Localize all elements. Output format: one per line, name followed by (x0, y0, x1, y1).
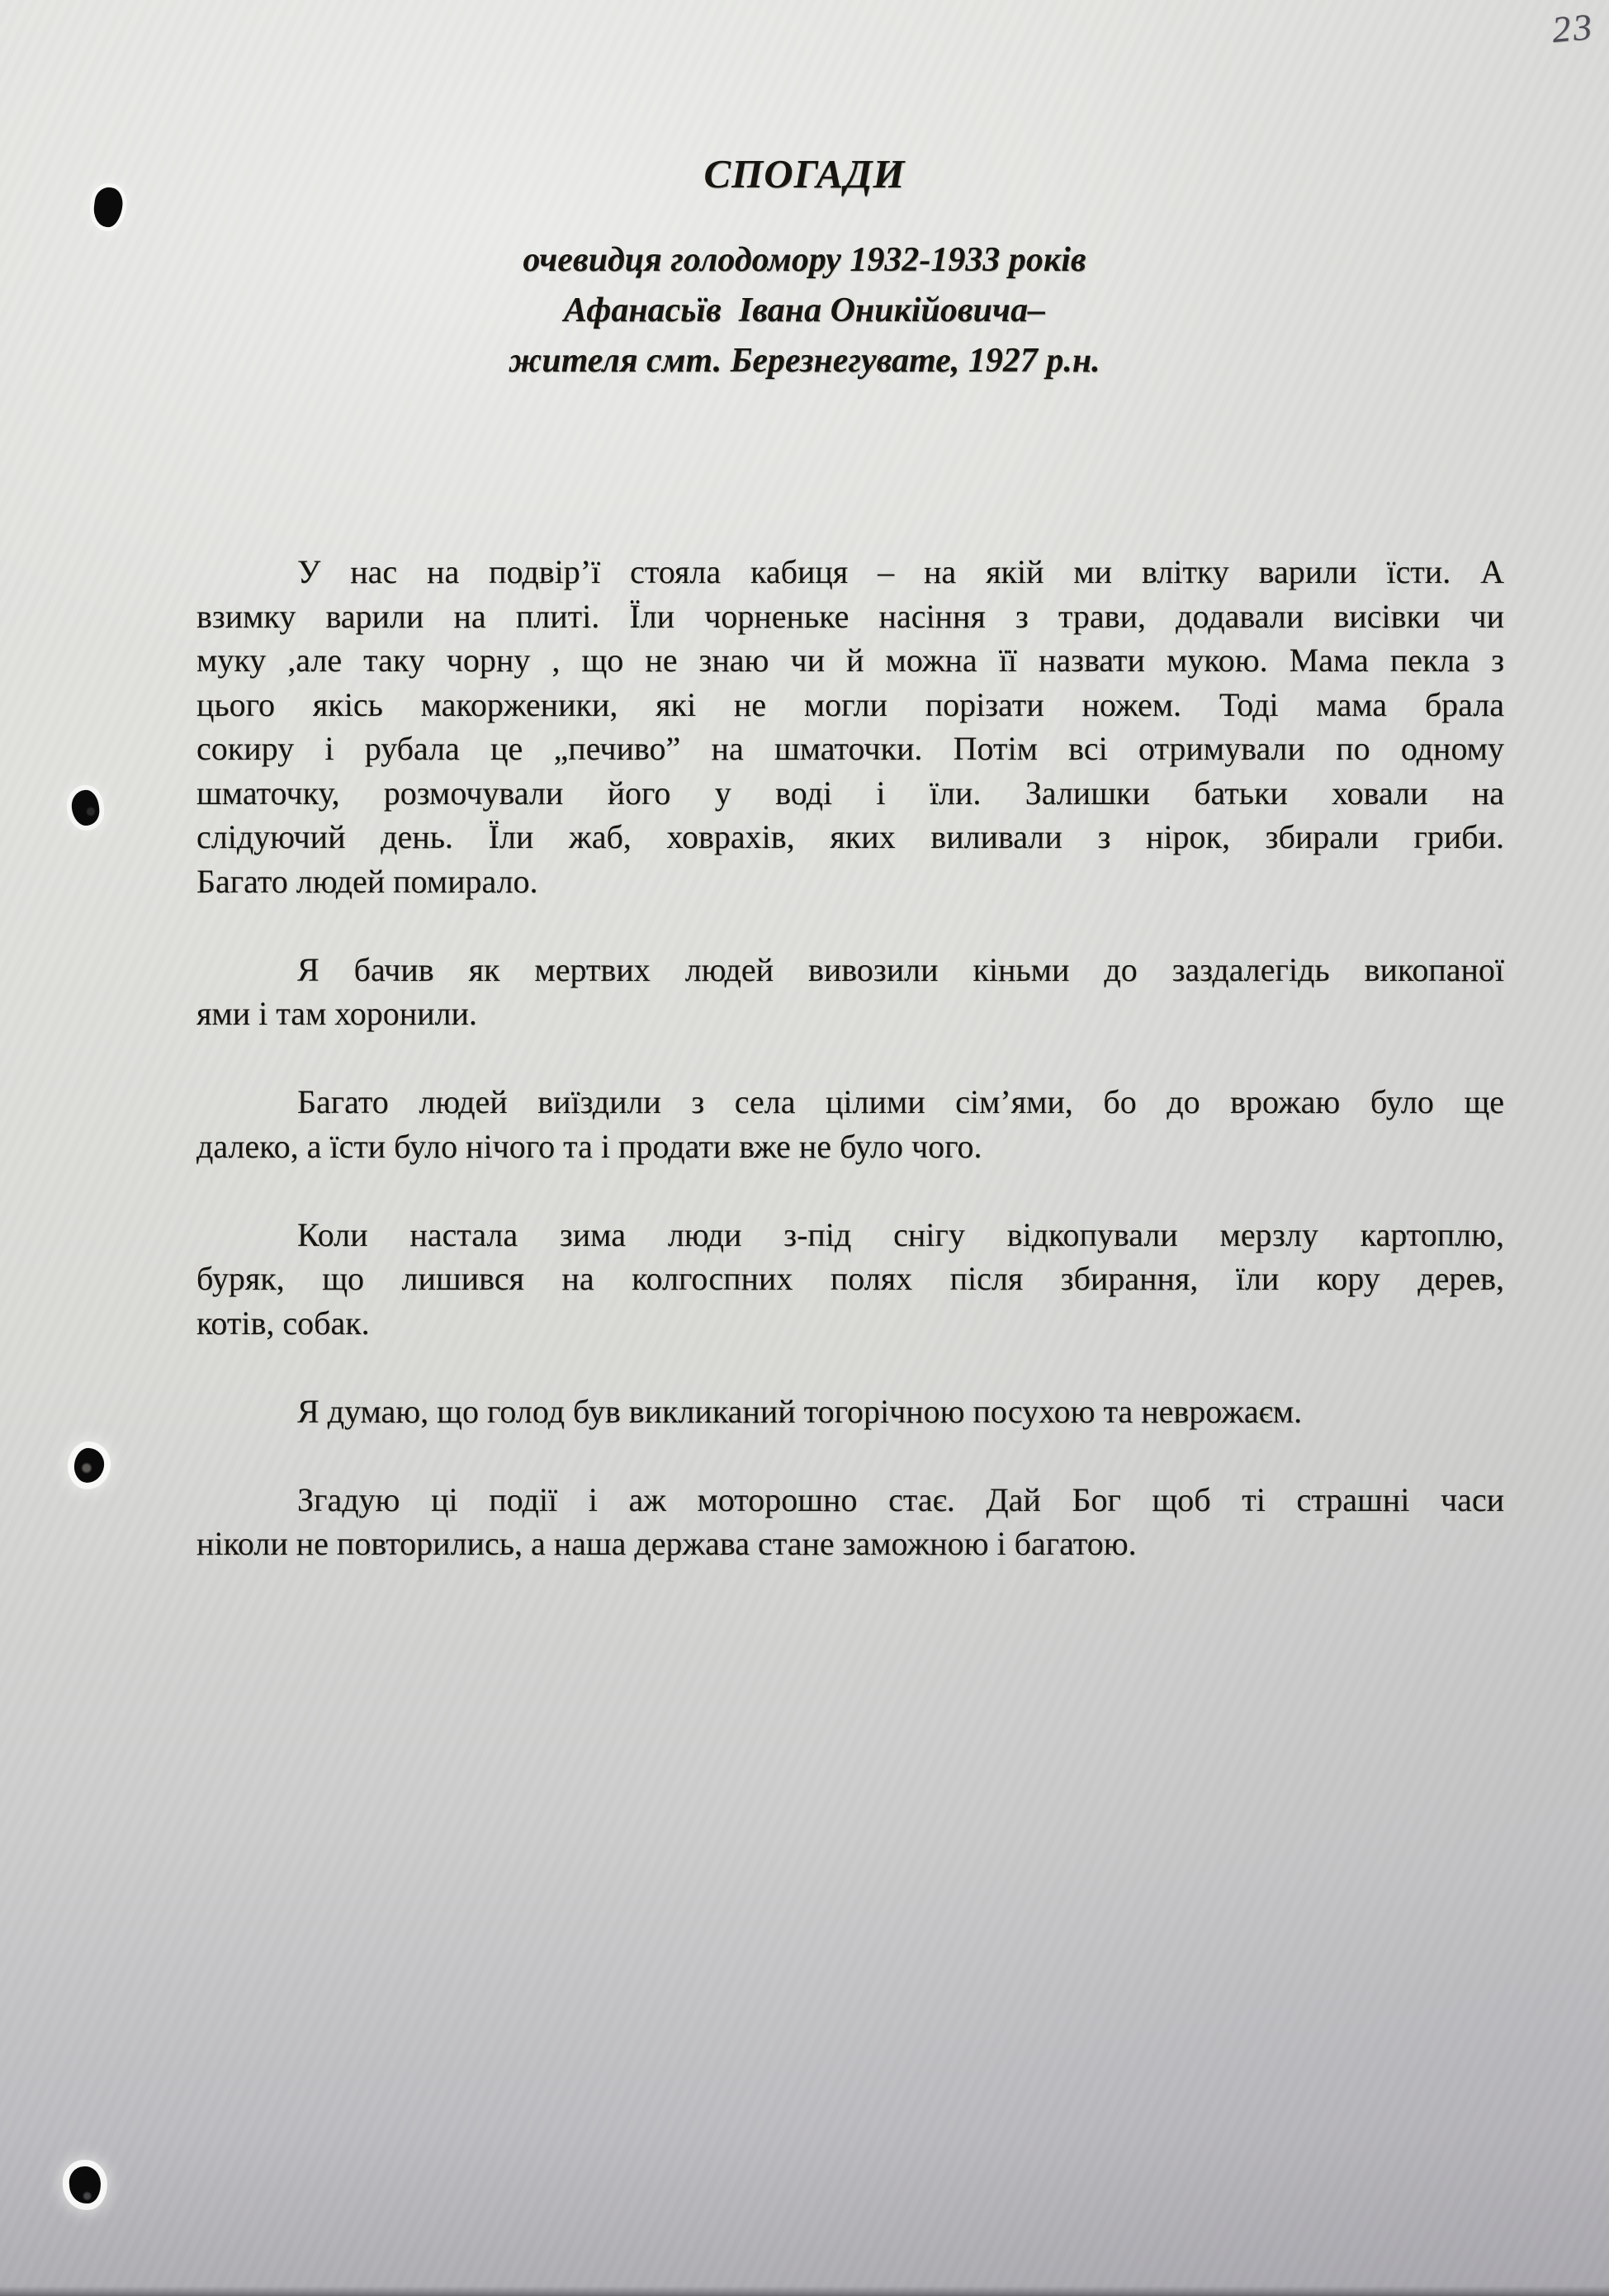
text-line: Багато людей виїздили з села цілими сім’ями, бо до врожаю було ще (297, 1083, 1504, 1120)
text-line: цього якісь макорженики, які не могли порізати ножем. Тоді мама брала (196, 685, 1504, 723)
text-line: буряк, що лишився на колгоспних полях після збирання, їли кору дерев, (196, 1260, 1504, 1297)
hole-punch-mark-4 (69, 2166, 102, 2204)
text-line: ями і там хоронили. (196, 995, 477, 1032)
text-line: Я бачив як мертвих людей вивозили кіньми до заздалегідь викопаної (297, 950, 1504, 988)
text-line: сокиру і рубала це „печиво” на шматочки. Потім всі отримували по одному (196, 730, 1504, 767)
paragraph (196, 1080, 1504, 1168)
text-line: Багато людей помирало. (196, 862, 538, 900)
hole-punch-mark-3 (73, 1447, 106, 1484)
subtitle-line: очевидця голодомору 1932-1933 років (523, 241, 1086, 279)
hole-punch-mark-2 (70, 788, 101, 826)
text-line: шматочку, розмочували його у воді і їли. Залишки батьки ховали на (196, 774, 1504, 812)
subtitle-line: жителя смт. Березнегувате, 1927 р.н. (509, 342, 1100, 380)
paragraph (196, 1389, 1504, 1434)
text-line: Згадую ці події і аж моторошно стає. Дай Бог щоб ті страшні часи (297, 1480, 1504, 1518)
document-header (0, 0, 1609, 386)
text-line: Я думаю, що голод був викликаний тогорічною посухою та неврожаєм. (297, 1392, 1303, 1430)
paragraph (196, 1478, 1504, 1566)
document-subtitle (0, 235, 1609, 386)
memoir-text (196, 550, 1504, 1566)
subtitle-line: Афанасьїв Івана Оникійовича– (563, 291, 1046, 329)
text-line: котів, собак. (196, 1304, 370, 1342)
text-line: муку ,але таку чорну , що не знаю чи й можна її назвати мукою. Мама пекла з (196, 641, 1504, 679)
paragraph (196, 1213, 1504, 1346)
text-line: слідуючий день. Їли жаб, ховрахів, яких виливали з нірок, збирали гриби. (196, 818, 1504, 855)
text-line: далеко, а їсти було нічого та і продати вже не було чого. (196, 1127, 982, 1165)
text-line: ніколи не повторились, а наша держава стане заможною і багатою. (196, 1525, 1137, 1562)
paragraph (196, 550, 1504, 903)
paragraph (196, 948, 1504, 1036)
text-line: взимку варили на плиті. Їли чорненьке насіння з трави, додавали висівки чи (196, 597, 1504, 635)
handwritten-page-number: 23 (1550, 5, 1597, 51)
text-line: У нас на подвір’ї стояла кабиця – на якій ми влітку варили їсти. А (297, 553, 1504, 590)
document-title: СПОГАДИ (703, 151, 906, 196)
text-line: Коли настала зима люди з-під снігу відкопували мерзлу картоплю, (297, 1215, 1504, 1253)
